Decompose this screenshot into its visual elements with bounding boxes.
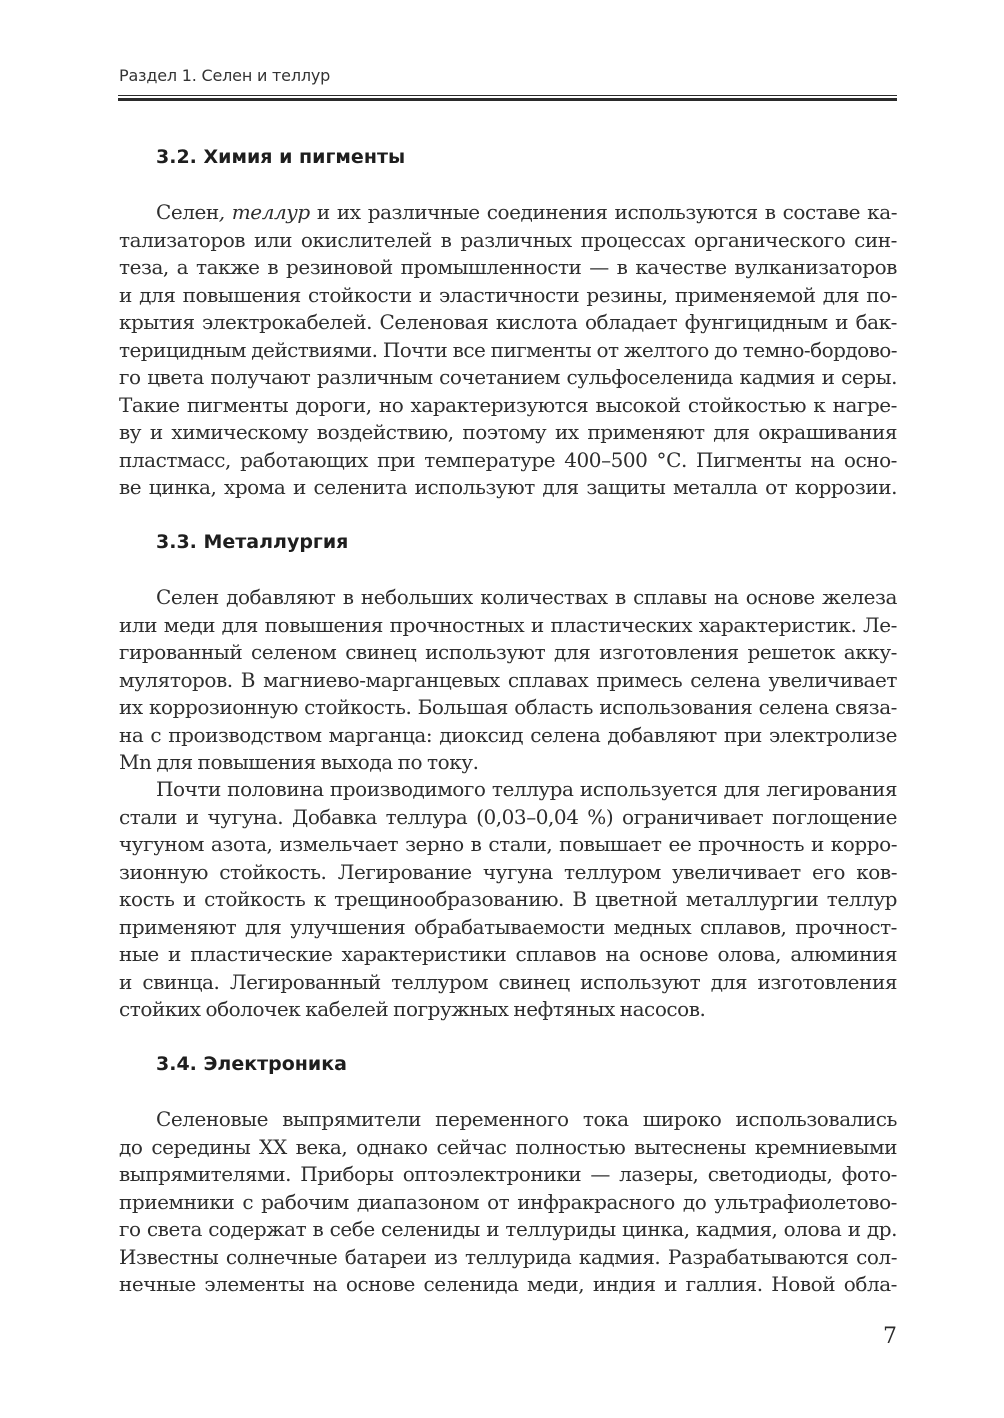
paragraph-line: пластмасс, работающих при температуре 400–500 °С. Пигменты на осно- bbox=[119, 447, 897, 472]
paragraph-line: Селеновые выпрямители переменного тока широко использовались bbox=[156, 1107, 897, 1131]
paragraph-line: Почти половина производимого теллура используется для легирования bbox=[156, 777, 897, 801]
paragraph-line: теза, а также в резиновой промышленности — в качестве вулканизаторов bbox=[119, 255, 897, 279]
paragraph-line: ве цинка, хрома и селенита используют для защиты металла от коррозии. bbox=[119, 475, 897, 499]
paragraph-line: Mn для повышения выхода по току. bbox=[119, 750, 479, 774]
paragraph-metallurgy-2 bbox=[119, 776, 897, 1024]
paragraph-line: го цвета получают различным сочетанием сульфоселенида кадмия и серы. bbox=[119, 365, 897, 389]
paragraph-line: и для повышения стойкости и эластичности резины, применяемой для по- bbox=[119, 282, 897, 307]
section-heading-electronics: 3.4. Электроника bbox=[156, 1053, 347, 1075]
paragraph-line: муляторов. В магниево-марганцевых сплавах примесь селена увеличивает bbox=[119, 667, 897, 692]
section-heading-metallurgy: 3.3. Металлургия bbox=[156, 531, 349, 553]
paragraph-line: на с производством марганца: диоксид селена добавляют при электролизе bbox=[119, 722, 897, 747]
header-rule-thin bbox=[118, 95, 897, 96]
running-head: Раздел 1. Селен и теллур bbox=[119, 66, 331, 85]
paragraph-line: стойких оболочек кабелей погружных нефтяных насосов. bbox=[119, 997, 706, 1021]
page-number: 7 bbox=[883, 1324, 897, 1349]
section-heading-chemistry: 3.2. Химия и пигменты bbox=[156, 146, 406, 168]
paragraph-line: их коррозионную стойкость. Большая область использования селена связа- bbox=[119, 695, 897, 719]
paragraph-line: ные и пластические характеристики сплавов на основе олова, алюминия bbox=[119, 942, 897, 966]
paragraph-line: приемники с рабочим диапазоном от инфракрасного до ультрафиолетово- bbox=[119, 1189, 897, 1214]
paragraph-line: кость и стойкость к трещинообразованию. В цветной металлургии теллур bbox=[119, 887, 897, 911]
paragraph-chemistry bbox=[119, 199, 897, 502]
paragraph-line: тализаторов или окислителей в различных процессах органического син- bbox=[119, 227, 897, 252]
paragraph-line: или меди для повышения прочностных и пластических характеристик. Ле- bbox=[119, 612, 897, 637]
paragraph-line: выпрямителями. Приборы оптоэлектроники — лазеры, светодиоды, фото- bbox=[119, 1162, 897, 1186]
paragraph-line: го света содержат в себе селениды и теллуриды цинка, кадмия, олова и др. bbox=[119, 1217, 897, 1241]
header-rule-thick bbox=[118, 98, 897, 101]
paragraph-line: ву и химическому воздействию, поэтому их применяют для окрашивания bbox=[119, 420, 897, 444]
paragraph-line: Селен, теллур и их различные соединения используются в составе ка- bbox=[156, 200, 898, 224]
paragraph-line: стали и чугуна. Добавка теллура (0,03–0,04 %) ограничивает поглощение bbox=[119, 804, 897, 829]
paragraph-line: до середины XX века, однако сейчас полностью вытеснены кремниевыми bbox=[119, 1134, 897, 1159]
paragraph-metallurgy-1 bbox=[119, 584, 897, 777]
paragraph-line: чугуном азота, измельчает зерно в стали, повышает ее прочность и корро- bbox=[119, 832, 897, 856]
paragraph-line: Такие пигменты дороги, но характеризуются высокой стойкостью к нагре- bbox=[119, 392, 897, 417]
paragraph-line: крытия электрокабелей. Селеновая кислота обладает фунгицидным и бак- bbox=[119, 310, 897, 334]
paragraph-line: терицидным действиями. Почти все пигменты от желтого до темно-бордово- bbox=[119, 337, 897, 362]
paragraph-line: зионную стойкость. Легирование чугуна теллуром увеличивает его ков- bbox=[119, 859, 897, 884]
paragraph-line: гированный селеном свинец используют для изготовления решеток акку- bbox=[119, 640, 897, 664]
paragraph-line: нечные элементы на основе селенида меди, индия и галлия. Новой обла- bbox=[119, 1272, 897, 1296]
paragraph-line: применяют для улучшения обрабатываемости медных сплавов, прочност- bbox=[119, 914, 897, 939]
paragraph-electronics bbox=[119, 1106, 897, 1299]
paragraph-line: Известны солнечные батареи из теллурида кадмия. Разрабатываются сол- bbox=[119, 1244, 897, 1269]
paragraph-line: и свинца. Легированный теллуром свинец используют для изготовления bbox=[119, 969, 897, 994]
paragraph-line: Селен добавляют в небольших количествах в сплавы на основе железа bbox=[156, 585, 897, 609]
